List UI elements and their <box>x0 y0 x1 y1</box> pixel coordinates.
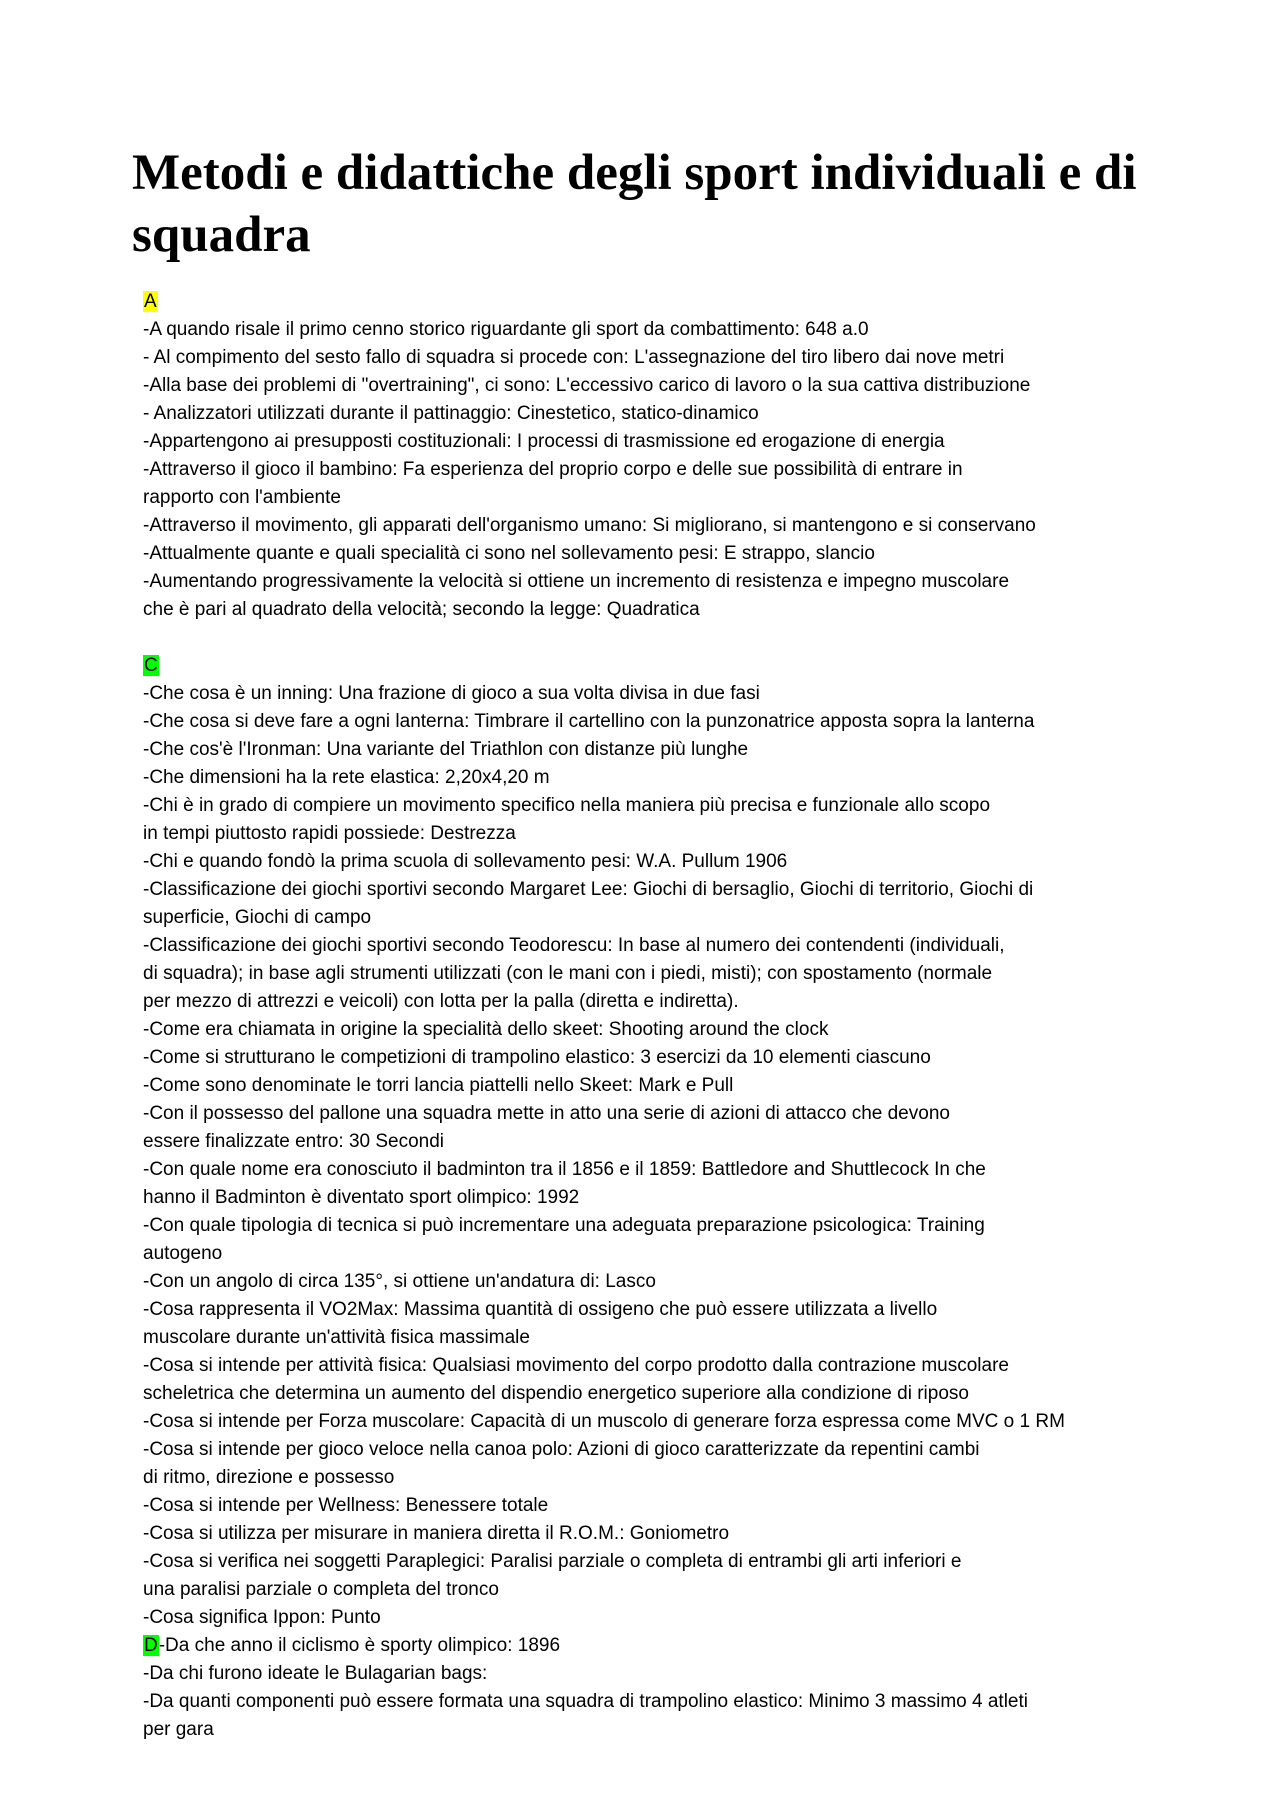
entry-line: -Aumentando progressivamente la velocità si ottiene un incremento di resistenza e impegno muscolare <box>143 571 1010 592</box>
section-spacer <box>143 624 1153 652</box>
entry-line: -Cosa si verifica nei soggetti Paraplegici: Paralisi parziale o completa di entrambi gli arti inferiori e <box>143 1551 962 1572</box>
entry-line: di ritmo, direzione e possesso <box>143 1467 395 1488</box>
entry-line: -A quando risale il primo cenno storico riguardante gli sport da combattimento: 648 a.0 <box>143 319 869 340</box>
entry-line: una paralisi parziale o completa del tronco <box>143 1579 499 1600</box>
entry-line: -Con quale nome era conosciuto il badminton tra il 1856 e il 1859: Battledore and Shuttlecock In che <box>143 1159 986 1180</box>
entry-line: scheletrica che determina un aumento del dispendio energetico superiore alla condizione di riposo <box>143 1383 969 1404</box>
entry-line: per gara <box>143 1719 214 1740</box>
entry-line: di squadra); in base agli strumenti utilizzati (con le mani con i piedi, misti); con spostamento (normale <box>143 963 993 984</box>
entry-line: -Chi e quando fondò la prima scuola di sollevamento pesi: W.A. Pullum 1906 <box>143 851 788 872</box>
entry-line: autogeno <box>143 1243 223 1264</box>
entry-line: - Al compimento del sesto fallo di squadra si procede con: L'assegnazione del tiro libero dai nove metri <box>143 347 1005 368</box>
entry-line: rapporto con l'ambiente <box>143 487 341 508</box>
entry-line: -Appartengono ai presupposti costituzionali: I processi di trasmissione ed erogazione di energia <box>143 431 945 452</box>
entry-line: -Cosa significa Ippon: Punto <box>143 1607 381 1628</box>
entry-line: hanno il Badminton è diventato sport olimpico: 1992 <box>143 1187 580 1208</box>
entry-line: -Con quale tipologia di tecnica si può incrementare una adeguata preparazione psicologica: Training <box>143 1215 985 1236</box>
entry-line: -Che cos'è l'Ironman: Una variante del Triathlon con distanze più lunghe <box>143 739 749 760</box>
entry-line: -Da chi furono ideate le Bulagarian bags: <box>143 1663 488 1684</box>
entry-line: -Classificazione dei giochi sportivi secondo Margaret Lee: Giochi di bersaglio, Giochi di territorio, Giochi di <box>143 879 1034 900</box>
section-c <box>143 652 1153 680</box>
section-letter-highlight: C <box>144 655 158 676</box>
entry-line: -Cosa rappresenta il VO2Max: Massima quantità di ossigeno che può essere utilizzata a livello <box>143 1299 938 1320</box>
entry-line: per mezzo di attrezzi e veicoli) con lotta per la palla (diretta e indiretta). <box>143 991 739 1012</box>
entry-line: essere finalizzate entro: 30 Secondi <box>143 1131 445 1152</box>
entry-line: superficie, Giochi di campo <box>143 907 372 928</box>
entry-line: -Con un angolo di circa 135°, si ottiene un'andatura di: Lasco <box>143 1271 656 1292</box>
entry-line: - Analizzatori utilizzati durante il pattinaggio: Cinestetico, statico-dinamico <box>143 403 759 424</box>
entry-line: -Che dimensioni ha la rete elastica: 2,20x4,20 m <box>143 767 550 788</box>
entry-line: -Cosa si intende per attività fisica: Qualsiasi movimento del corpo prodotto dalla contrazione muscolare <box>143 1355 1009 1376</box>
entry-text: -Da che anno il ciclismo è sporty olimpico: 1896 <box>158 1635 561 1656</box>
entry-line: -Come sono denominate le torri lancia piattelli nello Skeet: Mark e Pull <box>143 1075 734 1096</box>
entry-line: in tempi piuttosto rapidi possiede: Destrezza <box>143 823 516 844</box>
entry-line: -Con il possesso del pallone una squadra mette in atto una serie di azioni di attacco che devono <box>143 1103 950 1124</box>
entry-line: muscolare durante un'attività fisica massimale <box>143 1327 530 1348</box>
entry-line: -Come si strutturano le competizioni di trampolino elastico: 3 esercizi da 10 elementi ciascuno <box>143 1047 931 1068</box>
document-body <box>143 288 1153 1744</box>
entry-line: -Attraverso il gioco il bambino: Fa esperienza del proprio corpo e delle sue possibilità di entrare in <box>143 459 963 480</box>
entry-line: -Cosa si intende per gioco veloce nella canoa polo: Azioni di gioco caratterizzate da repentini cambi <box>143 1439 980 1460</box>
entry-line: -Alla base dei problemi di "overtraining", ci sono: L'eccessivo carico di lavoro o la sua cattiva distribuzione <box>143 375 1031 396</box>
page-title: Metodi e didattiche degli sport individuali e di squadra <box>132 145 1137 263</box>
section-d <box>143 1632 1153 1660</box>
entry-line: -Che cosa si deve fare a ogni lanterna: Timbrare il cartellino con la punzonatrice apposta sopra la lanterna <box>143 711 1035 732</box>
entry-line: -Classificazione dei giochi sportivi secondo Teodorescu: In base al numero dei contendenti (individuali, <box>143 935 1005 956</box>
entry-line: -Cosa si utilizza per misurare in maniera diretta il R.O.M.: Goniometro <box>143 1523 730 1544</box>
entry-line: -Che cosa è un inning: Una frazione di gioco a sua volta divisa in due fasi <box>143 683 760 704</box>
entry-line: -Cosa si intende per Wellness: Benessere totale <box>143 1495 549 1516</box>
entry-line: -Come era chiamata in origine la specialità dello skeet: Shooting around the clock <box>143 1019 829 1040</box>
entry-line: -Chi è in grado di compiere un movimento specifico nella maniera più precisa e funzionale allo scopo <box>143 795 991 816</box>
section-letter-highlight: D <box>144 1635 158 1656</box>
entry-line: che è pari al quadrato della velocità; secondo la legge: Quadratica <box>143 599 700 620</box>
entry-line: -Cosa si intende per Forza muscolare: Capacità di un muscolo di generare forza espressa come MVC o 1 RM <box>143 1411 1065 1432</box>
entry-line: -Attualmente quante e quali specialità ci sono nel sollevamento pesi: E strappo, slancio <box>143 543 875 564</box>
section-letter-highlight: A <box>144 291 157 312</box>
entry-line: -Attraverso il movimento, gli apparati dell'organismo umano: Si migliorano, si mantengono e si conservano <box>143 515 1036 536</box>
section-a <box>143 288 1153 316</box>
entry-line: -Da quanti componenti può essere formata una squadra di trampolino elastico: Minimo 3 massimo 4 atleti <box>143 1691 1029 1712</box>
